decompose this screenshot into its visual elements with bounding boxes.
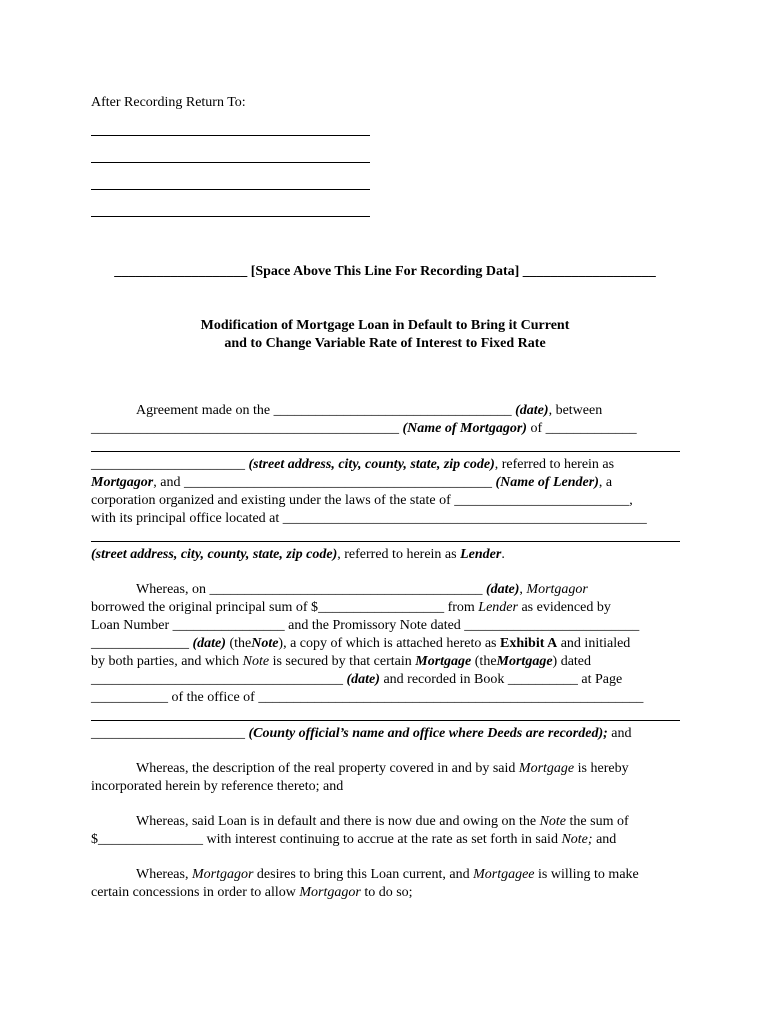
whereas3-line-1: Whereas, said Loan is in default and there is now due and owing on the Note the sum of [136, 814, 629, 829]
mortgagor-of-blank: _____________ [545, 421, 637, 436]
whereas1-line-1: Whereas, on _______________________________________ (date), Mortgagor [136, 582, 588, 597]
return-to-line-2 [91, 162, 370, 163]
return-to-line-3 [91, 189, 370, 190]
mortgagor-address-full-line [91, 451, 680, 452]
loan-date-blank: _______________________________________ [209, 582, 483, 597]
return-to-label: After Recording Return To: [91, 95, 246, 110]
whereas1-line-6: ____________________________________ (date) and recorded in Book __________ at Page [91, 672, 623, 687]
lender-address-full-line [91, 541, 680, 542]
whereas3-line-2: $_______________ with interest continuing to accrue at the rate as set forth in said Note; and [91, 832, 617, 847]
mortgage-date-blank: ____________________________________ [91, 672, 343, 687]
state-blank: _________________________ [454, 493, 630, 508]
note-date-blank: _________________________ [464, 618, 640, 633]
office-blank: _______________________________________________________ [258, 690, 644, 705]
agreement-line-5: corporation organized and existing under the laws of the state of _________________________, [91, 493, 633, 508]
page-blank: ___________ [91, 690, 168, 705]
whereas4-line-1: Whereas, Mortgagor desires to bring this Loan current, and Mortgagee is willing to make [136, 867, 639, 882]
county-office-full-line [91, 720, 680, 721]
agreement-line-1: Agreement made on the __________________________________ (date), between [136, 403, 603, 418]
principal-sum-blank: __________________ [318, 600, 445, 615]
county-blank: ______________________ [91, 726, 245, 741]
agreement-line-4: Mortgagor, and ____________________________________________ (Name of Lender), a [91, 475, 613, 490]
whereas1-line-2: borrowed the original principal sum of $__________________ from Lender as evidenced by [91, 600, 611, 615]
agreement-line-2: ____________________________________________ (Name of Mortgagor) of _____________ [91, 421, 637, 436]
book-blank: __________ [507, 672, 578, 687]
whereas1-line-3: Loan Number ________________ and the Promissory Note dated _________________________ [91, 618, 640, 633]
mortgagor-address-blank: ______________________ [91, 457, 245, 472]
whereas4-line-2: certain concessions in order to allow Mortgagor to do so; [91, 885, 413, 900]
lender-name-blank: ____________________________________________ [183, 475, 492, 490]
title-line-2: and to Change Variable Rate of Interest to Fixed Rate [224, 336, 546, 351]
whereas1-line-8: ______________________ (County official’s name and office where Deeds are recorded); and [91, 726, 632, 741]
return-to-line-4 [91, 216, 370, 217]
recording-space-left-blank: ___________________ [114, 264, 248, 279]
agreement-line-6: with its principal office located at ____________________________________________________ [91, 511, 647, 526]
mortgagor-name-blank: ____________________________________________ [91, 421, 399, 436]
note-date2-blank: ______________ [91, 636, 189, 651]
recording-space-line [0, 263, 770, 281]
whereas1-line-5: by both parties, and which Note is secured by that certain Mortgage (theMortgage) dated [91, 654, 592, 669]
agreement-date-blank: __________________________________ [273, 403, 512, 418]
return-to-line-1 [91, 135, 370, 136]
recording-space-label: [Space Above This Line For Recording Data] [250, 264, 520, 279]
due-sum-blank: _______________ [98, 832, 203, 847]
agreement-line-7: (street address, city, county, state, zip code), referred to herein as Lender. [91, 547, 505, 562]
loan-number-blank: ________________ [172, 618, 285, 633]
whereas1-line-7: ___________ of the office of _______________________________________________________ [91, 690, 644, 705]
agreement-line-3: ______________________ (street address, city, county, state, zip code), referred to herein as [91, 457, 615, 472]
title-line-1: Modification of Mortgage Loan in Default to Bring it Current [200, 318, 570, 333]
whereas2-line-2: incorporated herein by reference thereto; and [91, 779, 344, 794]
principal-office-blank: ____________________________________________________ [282, 511, 647, 526]
whereas2-line-1: Whereas, the description of the real property covered in and by said Mortgage is hereby [136, 761, 629, 776]
whereas1-line-4: ______________ (date) (theNote), a copy of which is attached hereto as Exhibit A and initialed [91, 636, 631, 651]
recording-space-right-blank: ___________________ [522, 264, 656, 279]
